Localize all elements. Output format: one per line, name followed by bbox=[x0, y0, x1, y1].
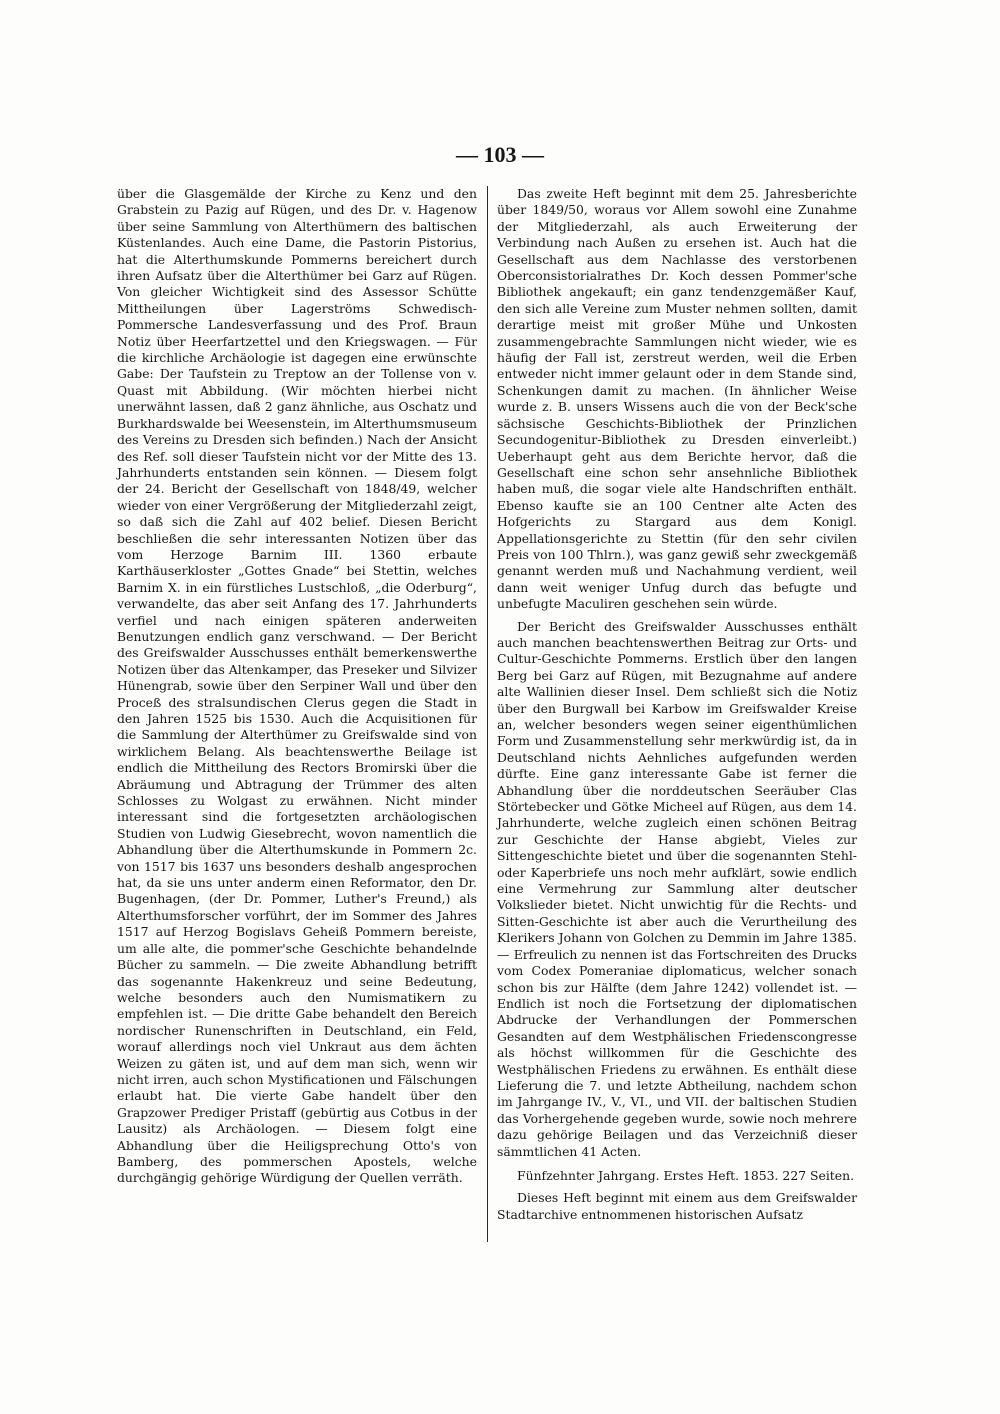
paragraph: über die Glasgemälde der Kirche zu Kenz und den Grabstein zu Pazig auf Rügen, und des Dr. v. Hagenow über seine Sammlung von Alterthümern des baltischen Küstenlandes. Auch eine Dame, die Pastorin Pistorius, hat die Alterthumskunde Pommerns bereichert durch ihren Aufsatz über die Alterthümer bei Garz auf Rügen. Von gleicher Wichtigkeit sind des Assessor Schütte Mittheilungen über Lagerströms Schwedisch-Pommersche Landesverfassung und des Prof. Braun Notiz über Heerfartzettel und den Kriegswagen. — Für die kirchliche Archäologie ist dagegen eine erwünschte Gabe: Der Taufstein zu Treptow an der Tollense von v. Quast mit Abbildung. (Wir möchten hierbei nicht unerwähnt lassen, daß 2 ganz ähnliche, aus Oschatz und Burkhardswalde bei Weesenstein, im Alterthumsmuseum des Vereins zu Dresden sich befinden.) Nach der Ansicht des Ref. soll dieser Taufstein nicht vor der Mitte des 13. Jahrhunderts entstanden sein können. — Diesem folgt der 24. Bericht der Gesellschaft von 1848/49, welcher wieder von einer Vergrößerung der Mitgliederzahl zeigt, so daß sich die Zahl auf 402 belief. Diesen Bericht beschließen die sehr interessanten Notizen über das vom Herzoge Barnim III. 1360 erbaute Karthäuserkloster „Gottes Gnade“ bei Stettin, welches Barnim X. in ein fürstliches Lustschloß, „die Oderburg“, verwandelte, das aber seit Anfang des 17. Jahrhunderts verfiel und nach einigen späteren anderweiten Benutzungen endlich ganz verschwand. — Der Bericht des Greifswalder Ausschusses enthält bemerkenswerthe Notizen über das Altenkamper, das Preseker und Silvizer Hünengrab, sowie über den Serpiner Wall und über den Proceß des stralsundischen Clerus gegen die Stadt in den Jahren 1525 bis 1530. Auch die Acquisitionen für die Sammlung der Alterthümer zu Greifswalde sind von wirklichem Belang. Als beachtenswerthe Beilage ist endlich die Mittheilung des Rectors Bromirski über die Abräumung und Abtragung der Trümmer des alten Schlosses zu Wolgast zu erwähnen. Nicht minder interessant sind die fortgesetzten archäologischen Studien von Ludwig Giesebrecht, wovon namentlich die Abhandlung über die Alterthumskunde in Pommern 2c. von 1517 bis 1637 uns besonders deshalb angesprochen hat, da sie uns unter anderm einen Reformator, den Dr. Bugenhagen, (der Dr. Pommer, Luther's Freund,) als Alterthumsforscher vorführt, der im Sommer des Jahres 1517 auf Herzog Bogislavs Geheiß Pommern bereiste, um alle alte, die pommer'sche Geschichte behandelnde Bücher zu sammeln. — Die zweite Abhandlung betrifft das sogenannte Hakenkreuz und seine Bedeutung, welche besonders auch den Numismatikern zu empfehlen ist. — Die dritte Gabe behandelt den Bereich nordischer Runenschriften in Deutschland, ein Feld, worauf allerdings noch viel Unkraut aus dem ächten Weizen zu gäten ist, und auf dem man sich, wenn wir nicht irren, auch schon Mystificationen und Fälschungen erlaubt hat. Die vierte Gabe handelt über den Grapzower Prediger Pristaff (gebürtig aus Cotbus in der Lausitz) als Archäologen. — Diesem folgt eine Abhandlung über die Heiligsprechung Otto's von Bamberg, des pommerschen Apostels, welche durchgängig gehörige Würdigung der Quellen verräth. bbox=[117, 186, 477, 1186]
right-column bbox=[497, 186, 857, 1223]
page-number: — 103 — bbox=[456, 142, 544, 167]
paragraph: Das zweite Heft beginnt mit dem 25. Jahresberichte über 1849/50, woraus vor Allem sowohl eine Zunahme der Mitgliederzahl, als auch Erweiterung der Verbindung nach Außen zu ersehen ist. Auch hat die Gesellschaft aus dem Nachlasse des verstorbenen Oberconsistorialrathes Dr. Koch dessen Pommer'sche Bibliothek angekauft; ein ganz tendenzgemäßer Kauf, den sich alle Vereine zum Muster nehmen sollten, damit derartige meist mit großer Mühe und Unkosten zusammengebrachte Sammlungen nicht wieder, wie es häufig der Fall ist, zerstreut werden, weil die Erben entweder nicht immer gelaunt oder in dem Stande sind, Schenkungen damit zu machen. (In ähnlicher Weise wurde z. B. unsers Wissens auch die von der Beck'sche sächsische Geschichts-Bibliothek der Prinzlichen Secundogenitur-Bibliothek zu Dresden einverleibt.) Ueberhaupt geht aus dem Berichte hervor, daß die Gesellschaft eine schon sehr ansehnliche Bibliothek haben muß, die sogar viele alte Handschriften enthält. Ebenso kaufte sie an 100 Centner alte Acten des Hofgerichts zu Stargard aus dem Konigl. Appellationsgerichte zu Stettin (für den sehr civilen Preis von 100 Thlrn.), was ganz gewiß sehr zweckgemäß genannt werden muß und Nachahmung verdient, weil dann weit weniger Unfug durch das befugte und unbefugte Maculiren geschehen sein würde. bbox=[497, 186, 857, 612]
column-divider bbox=[487, 186, 488, 1242]
paragraph: Der Bericht des Greifswalder Ausschusses enthält auch manchen beachtenswerthen Beitrag zur Orts- und Cultur-Geschichte Pommerns. Erstlich über den langen Berg bei Garz auf Rügen, mit Bezugnahme auf andere alte Wallinien dieser Insel. Dem schließt sich die Notiz über den Burgwall bei Karbow im Greifswalder Kreise an, welcher besonders wegen seiner eigenthümlichen Form und Zusammenstellung sehr merkwürdig ist, da in Deutschland nichts Aehnliches aufgefunden werden dürfte. Eine ganz interessante Gabe ist ferner die Abhandlung über die norddeutschen Seeräuber Clas Störtebecker und Götke Micheel auf Rügen, aus dem 14. Jahrhunderte, welche zugleich einen schönen Beitrag zur Geschichte der Hanse abgiebt, Vieles zur Sittengeschichte bietet und über die sogenannten Stehl- oder Kaperbriefe uns noch mehr aufklärt, sowie endlich eine Vermehrung zur Sammlung alter deutscher Volkslieder bietet. Nicht unwichtig für die Rechts- und Sitten-Geschichte ist aber auch die Verurtheilung des Klerikers Johann von Golchen zu Demmin im Jahre 1385. — Erfreulich zu nennen ist das Fortschreiten des Drucks vom Codex Pomeraniae diplomaticus, welcher sonach schon bis zur Hälfte (dem Jahre 1242) vollendet ist. — Endlich ist noch die Fortsetzung der diplomatischen Abdrucke der Verhandlungen der Pommerschen Gesandten auf dem Westphälischen Friedenscongresse als höchst willkommen für die Geschichte des Westphälischen Friedens zu erwähnen. Es enthält diese Lieferung die 7. und letzte Abtheilung, nachdem schon im Jahrgange IV., V., VI., und VII. der baltischen Studien das Vorhergehende gegeben wurde, sowie noch mehrere dazu gehörige Beilagen und das Verzeichniß dieser sämmtlichen 41 Acten. bbox=[497, 618, 857, 1159]
paragraph: Dieses Heft beginnt mit einem aus dem Greifswalder Stadtarchive entnommenen historischen Aufsatz bbox=[497, 1190, 857, 1222]
section-heading: Fünfzehnter Jahrgang. Erstes Heft. 1853. 227 Seiten. bbox=[517, 1167, 855, 1183]
left-column bbox=[117, 186, 477, 1187]
